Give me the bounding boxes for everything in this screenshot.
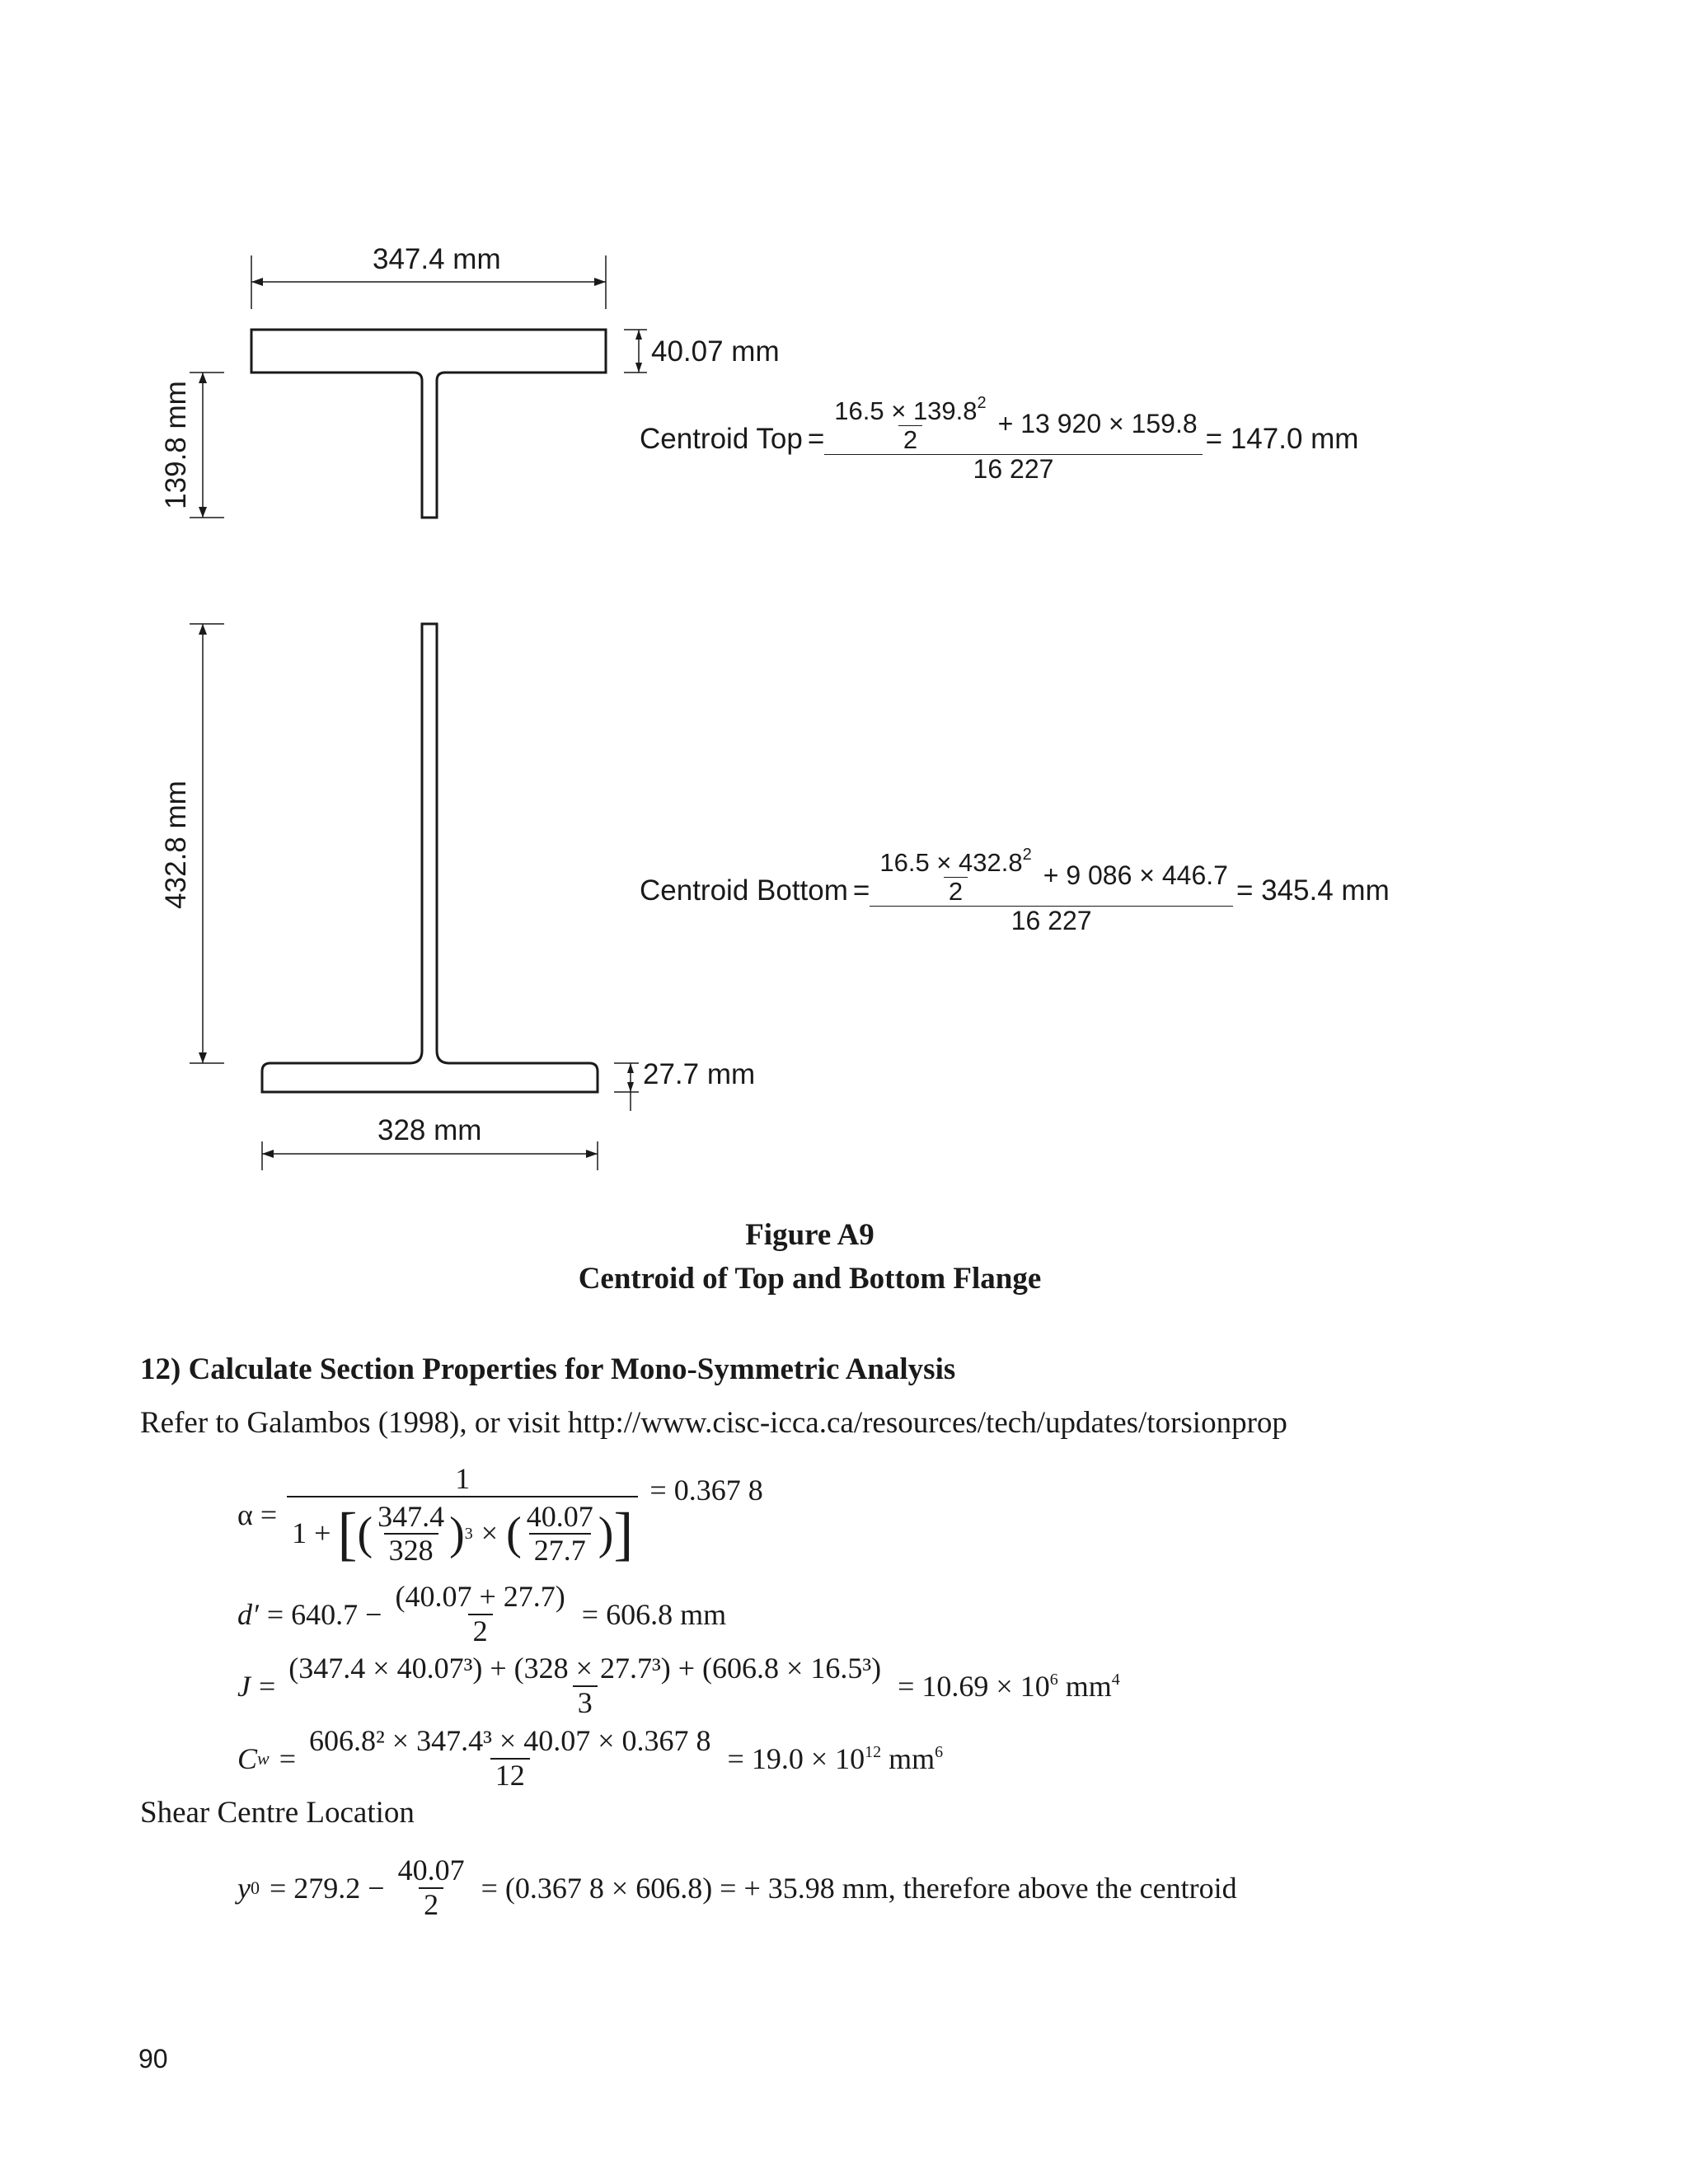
bottom-web-height-label: 432.8 mm (160, 780, 192, 909)
bottom-flange-width-label: 328 mm (377, 1114, 482, 1146)
centroid-top-result: = 147.0 mm (1205, 422, 1359, 455)
shear-centre-result: = (0.367 8 × 606.8) = + 35.98 mm, therefore above the centroid (481, 1871, 1237, 1905)
centroid-top-label: Centroid Top (640, 422, 803, 455)
torsion-constant-equation: J = $\frac{\text{(347.4 × 40.07³) + (328 × 27.7³) + (606.8 × 16.5³)}}{3}$ = $10.69 \times 10^6$ $mm^4$ (237, 1652, 1120, 1719)
section-intro: Refer to Galambos (1998), or visit http://www.cisc-icca.ca/resources/tech/updates/torsionprop (140, 1406, 1287, 1440)
top-flange-thickness-label: 40.07 mm (651, 335, 780, 368)
alpha-result: = 0.367 8 (649, 1474, 763, 1507)
torsion-constant-result: = $10.69 \times 10^6$ $mm^4$ (898, 1669, 1120, 1703)
top-tee-shape (251, 330, 606, 518)
figure-caption-number: Figure A9 (745, 1218, 874, 1252)
centroid-bottom-result: = 345.4 mm (1236, 874, 1390, 907)
bottom-tee-shape (262, 624, 598, 1092)
warping-constant-equation: C w = $\frac{\text{606.8² × 347.4³ × 40.07 × 0.367 8}}{12}$ = $19.0 \times 10^{12}$ $mm^6$ (237, 1724, 944, 1792)
dprime-equation: d′ = 640.7 − $\frac{(40.07 + 27.7)}{2}$ = 606.8 mm (237, 1580, 727, 1647)
shear-centre-heading: Shear Centre Location (140, 1796, 415, 1830)
centroid-bottom-label: Centroid Bottom (640, 874, 848, 907)
alpha-equation: α = 1 1 + [ ( $\frac{347.4}{328}$ ) 3 × ( $\frac{40.07}{27.7}$ ) ] = 0.367 8 (237, 1462, 763, 1568)
warping-constant-result: = $19.0 \times 10^{12}$ $mm^6$ (727, 1741, 944, 1775)
page-number: 90 (138, 2044, 168, 2074)
top-web-height-label: 139.8 mm (160, 381, 192, 509)
section-heading: 12) Calculate Section Properties for Mono-Symmetric Analysis (140, 1352, 956, 1386)
bottom-flange-thickness-label: 27.7 mm (643, 1058, 756, 1090)
centroid-bottom-equation: Centroid Bottom = $\frac{16.5 \times 432.8^2}{2}$ + 9 086 × 446.7 16 227 = 345.4 mm (640, 846, 1390, 936)
figure-caption-title: Centroid of Top and Bottom Flange (578, 1262, 1042, 1296)
top-flange-width-label: 347.4 mm (373, 243, 501, 275)
dprime-result: = 606.8 mm (581, 1597, 727, 1631)
shear-centre-equation: y 0 = 279.2 − $\frac{40.07}{2}$ = (0.367 8 × 606.8) = + 35.98 mm, therefore above the centroid (237, 1854, 1237, 1921)
centroid-top-equation: Centroid Top = $\frac{16.5 \times 139.8^2}{2}$ + 13 920 × 159.8 16 227 = 147.0 mm (640, 394, 1359, 485)
